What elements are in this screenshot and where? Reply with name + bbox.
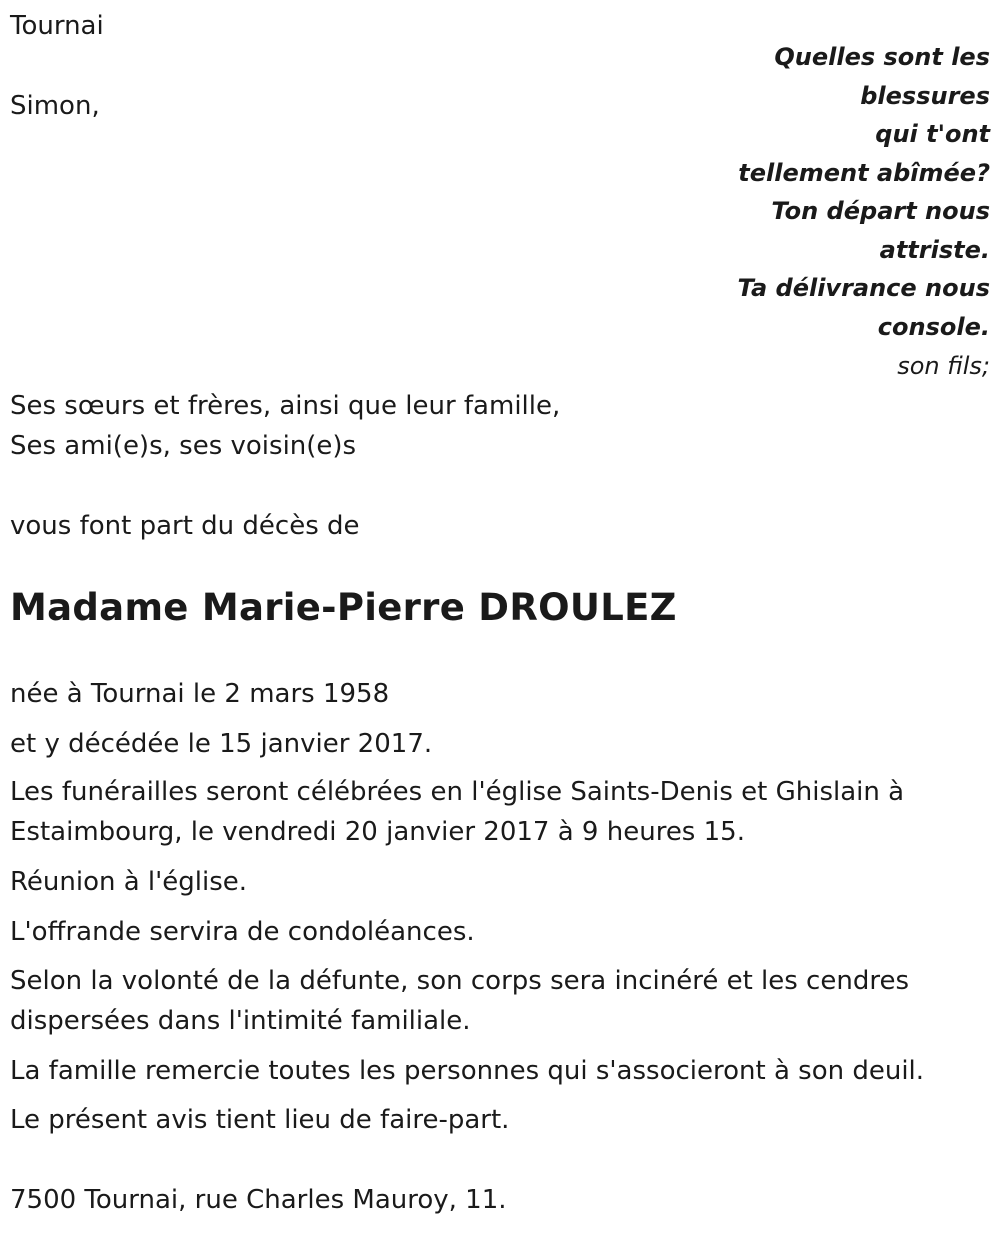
poem-signature: son fils;: [897, 352, 990, 380]
birth-line: née à Tournai le 2 mars 1958: [10, 679, 390, 709]
city-heading: Tournai: [10, 11, 104, 41]
poem-line: Ta délivrance nous: [737, 274, 990, 302]
poem-line: attriste.: [879, 235, 990, 264]
poem-line: qui t'ont: [875, 120, 990, 148]
notice-line: Le présent avis tient lieu de faire-part.: [10, 1105, 510, 1135]
poem-line: console.: [877, 312, 990, 341]
family-line-friends: Ses ami(e)s, ses voisin(e)s: [10, 431, 357, 461]
poem-line: Ton départ nous: [771, 197, 990, 225]
funeral-paragraph: Les funérailles seront célébrées en l'église Saints-Denis et Ghislain à Estaimbourg, le vendredi 20 janvier 2017 à 9 heures 15.: [10, 777, 905, 847]
wishes-paragraph: Selon la volonté de la défunte, son corps sera incinéré et les cendres dispersées dans l'intimité familiale.: [10, 966, 909, 1036]
greeting-text: Simon,: [10, 91, 100, 121]
poem-block: [570, 38, 990, 346]
poem-line: tellement abîmée?: [738, 158, 990, 187]
announcement-text: vous font part du décès de: [10, 511, 360, 541]
offering-line: L'offrande servira de condoléances.: [10, 917, 475, 947]
poem-line: blessures: [860, 81, 990, 110]
meeting-line: Réunion à l'église.: [10, 867, 248, 897]
death-line: et y décédée le 15 janvier 2017.: [10, 729, 433, 759]
thanks-line: La famille remercie toutes les personnes qui s'associeront à son deuil.: [10, 1056, 925, 1086]
deceased-name: Madame Marie-Pierre DROULEZ: [10, 586, 677, 629]
address-line: 7500 Tournai, rue Charles Mauroy, 11.: [10, 1185, 507, 1215]
family-line-siblings: Ses sœurs et frères, ainsi que leur famille,: [10, 391, 561, 421]
poem-line: Quelles sont les: [774, 43, 990, 71]
